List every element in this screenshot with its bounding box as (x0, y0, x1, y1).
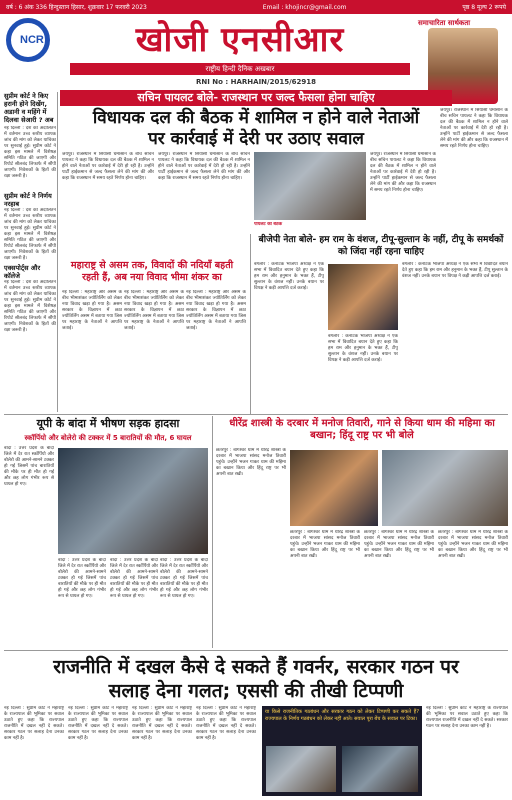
logo-text: NCR (20, 34, 44, 46)
bottom-body-5: नई दिल्ली : सुप्रीम कोर्ट ने महाराष्ट्र के राज्यपाल की भूमिका पर सवाल उठाते हुए कहा कि राज्यपाल राजनीति में दखल नहीं दे सकते। सरकार गठन पर सलाह देना उनका काम नहीं है। (426, 706, 508, 729)
dhirendra-body-4: छतरपुर : बागेश्वर धाम में धीरेंद्र शास्त्री के दरबार में भाजपा सांसद मनोज तिवारी पहुंचे। उन्होंने भजन गाकर धाम की महिमा का बखान किया और हिंदू राष्ट्र पर भी अपनी बात रखी। (438, 530, 508, 559)
divider (4, 414, 508, 415)
maharashtra-body: नई दिल्ली : महाराष्ट्र और असम के बीच भीमाशंकर ज्योतिर्लिंग को लेकर नया विवाद खड़ा हो गया है। असम सरकार के विज्ञापन में छठा ज्योतिर्लिंग असम में बताया गया जिस पर महाराष्ट्र के नेताओं ने आपत्ति जताई। (62, 290, 122, 331)
divider (250, 234, 251, 414)
sidebar-sub1: सुप्रीम कोर्ट ने निर्णय नरहाब (4, 192, 52, 208)
up-body-4: बांदा : उत्तर प्रदेश के बांदा जिले में देर रात स्कॉर्पियो और बोलेरो की आमने-सामने टक्कर हो गई जिसमें पांच बारातियों की मौके पर ही मौत हो गई और छह लोग गंभीर रूप से घायल हो गए। (160, 558, 208, 599)
dhirendra-body-2: छतरपुर : बागेश्वर धाम में धीरेंद्र शास्त्री के दरबार में भाजपा सांसद मनोज तिवारी पहुंचे। उन्होंने भजन गाकर धाम की महिमा का बखान किया और हिंदू राष्ट्र पर भी अपनी बात रखी। (290, 530, 360, 559)
governor-photo (266, 746, 336, 792)
main-headline (60, 108, 452, 150)
bottom-body-3: नई दिल्ली : सुप्रीम कोर्ट ने महाराष्ट्र के राज्यपाल की भूमिका पर सवाल उठाते हुए कहा कि राज्यपाल राजनीति में दखल नहीं दे सकते। सरकार गठन पर सलाह देना उनका काम नहीं है। (132, 706, 192, 741)
up-body: बांदा : उत्तर प्रदेश के बांदा जिले में देर रात स्कॉर्पियो और बोलेरो की आमने-सामने टक्कर हो गई जिसमें पांच बारातियों की मौके पर ही मौत हो गई और छह लोग गंभीर रूप से घायल हो गए। (4, 446, 54, 487)
dhirendra-body-3: छतरपुर : बागेश्वर धाम में धीरेंद्र शास्त्री के दरबार में भाजपा सांसद मनोज तिवारी पहुंचे। उन्होंने भजन गाकर धाम की महिमा का बखान किया और हिंदू राष्ट्र पर भी अपनी बात रखी। (364, 530, 434, 559)
bottom-headline (4, 655, 508, 703)
masthead-tagline: राष्ट्रीय हिन्दी दैनिक अखबार (70, 63, 410, 75)
up-subheadline: स्कॉर्पियो और बोलेरो की टक्कर में 5 बारातियों की मौत, 6 घायल (24, 434, 192, 442)
main-story-body-3: जयपुर। राजस्थान में सियासी घमासान के बीच सचिन पायलट ने कहा कि विधायक दल की बैठक में शामिल न होने वाले नेताओं पर कार्रवाई में देरी हो रही है। उन्होंने पार्टी हाईकमान से जल्द फैसला लेने की मांग की और कहा कि राजस्थान में समय रहते निर्णय होना चाहिए। (370, 152, 436, 193)
supreme-court-photo (342, 746, 418, 792)
photo-caption: पायलट की बैठक (254, 222, 283, 227)
maharashtra-headline: महाराष्ट्र से असम तक, विवादों की नदियाँ बहती रहती हैं, अब नया विवाद भीमा शंकर का (70, 260, 234, 283)
maharashtra-body-3: नई दिल्ली : महाराष्ट्र और असम के बीच भीमाशंकर ज्योतिर्लिंग को लेकर नया विवाद खड़ा हो गया है। असम सरकार के विज्ञापन में छठा ज्योतिर्लिंग असम में बताया गया जिस पर महाराष्ट्र के नेताओं ने आपत्ति जताई। (186, 290, 246, 331)
up-body-2: बांदा : उत्तर प्रदेश के बांदा जिले में देर रात स्कॉर्पियो और बोलेरो की आमने-सामने टक्कर हो गई जिसमें पांच बारातियों की मौके पर ही मौत हो गई और छह लोग गंभीर रूप से घायल हो गए। (58, 558, 106, 599)
sidebar-sub2: एक्सपोर्ट्स और कॉलेजे (4, 264, 41, 280)
bjp-body-2: बंगलौर : कर्नाटक भाजपा अध्यक्ष ने एक सभा में विवादित बयान देते हुए कहा कि हम राम और हनुमान के भक्त हैं, टीपू सुल्तान के वंशज नहीं। उनके बयान पर विपक्ष ने कड़ी आपत्ति दर्ज कराई। (328, 334, 398, 363)
dhirendra-headline: धीरेंद्र शास्त्री के दरबार में मनोज तिवारी, गाने से किया धाम की महिमा का बखान; हिंदू राष्ट्र पर भी बोले (229, 418, 495, 441)
bjp-body-3: बंगलौर : कर्नाटक भाजपा अध्यक्ष ने एक सभा में विवादित बयान देते हुए कहा कि हम राम और हनुमान के भक्त हैं, टीपू सुल्तान के वंशज नहीं। उनके बयान पर विपक्ष ने कड़ी आपत्ति दर्ज कराई। (402, 262, 508, 279)
right-col-body: जयपुर। राजस्थान में सियासी घमासान के बीच सचिन पायलट ने कहा कि विधायक दल की बैठक में शामिल न होने वाले नेताओं पर कार्रवाई में देरी हो रही है। उन्होंने पार्टी हाईकमान से जल्द फैसला लेने की मांग की और कहा कि राजस्थान में समय रहते निर्णय होना चाहिए। (440, 108, 508, 149)
bottom-headline-line2: सलाह देना गलत; एससी की तीखी टिप्पणी (108, 680, 404, 702)
divider (212, 416, 213, 648)
main-headline-line2: पर कार्रवाई में देरी पर उठाए सवाल (148, 129, 364, 149)
maharashtra-body-2: नई दिल्ली : महाराष्ट्र और असम के बीच भीमाशंकर ज्योतिर्लिंग को लेकर नया विवाद खड़ा हो गया है। असम सरकार के विज्ञापन में छठा ज्योतिर्लिंग असम में बताया गया जिस पर महाराष्ट्र के नेताओं ने आपत्ति जताई। (124, 290, 184, 331)
divider (57, 92, 58, 412)
bottom-body-2: नई दिल्ली : सुप्रीम कोर्ट ने महाराष्ट्र के राज्यपाल की भूमिका पर सवाल उठाते हुए कहा कि राज्यपाल राजनीति में दखल नहीं दे सकते। सरकार गठन पर सलाह देना उनका काम नहीं है। (68, 706, 128, 741)
bjp-leader-photo (328, 264, 398, 330)
darbar-photo (382, 450, 508, 526)
bottom-headline-line1: राजनीति में दखल कैसे दे सकते हैं गवर्नर, सरकार गठन पर (53, 656, 459, 678)
main-story-body-2: जयपुर। राजस्थान में सियासी घमासान के बीच सचिन पायलट ने कहा कि विधायक दल की बैठक में शामिल न होने वाले नेताओं पर कार्रवाई में देरी हो रही है। उन्होंने पार्टी हाईकमान से जल्द फैसला लेने की मांग की और कहा कि राजस्थान में समय रहते निर्णय होना चाहिए। (158, 152, 250, 181)
bottom-body: नई दिल्ली : सुप्रीम कोर्ट ने महाराष्ट्र के राज्यपाल की भूमिका पर सवाल उठाते हुए कहा कि राज्यपाल राजनीति में दखल नहीं दे सकते। सरकार गठन पर सलाह देना उनका काम नहीं है। (4, 706, 64, 741)
rni-number: RNI No : HARHAIN/2015/62918 (196, 78, 316, 86)
top-banner: सचिन पायलट बोले- राजस्थान पर जल्द फैसला होना चाहिए (60, 90, 452, 106)
sidebar-title: सुप्रीम कोर्ट ने किए हरानी होने दिखेंग, अडानी व महिंगे में दिलवा सेआरी ? अब (4, 92, 54, 124)
up-body-3: बांदा : उत्तर प्रदेश के बांदा जिले में देर रात स्कॉर्पियो और बोलेरो की आमने-सामने टक्कर हो गई जिसमें पांच बारातियों की मौके पर ही मौत हो गई और छह लोग गंभीर रूप से घायल हो गए। (110, 558, 158, 599)
sidebar-body-2: नई दिल्ली : देश की अदालितन में वर्तमान उच्च स्तरीय व्यापक जांच की मांग को लेकर याचिका पर सुनवाई हुई। सुप्रीम कोर्ट ने कहा इस मामले में विशेषज्ञ समिति गठित की जाएगी और रिपोर्ट सीलबंद लिफाफे में सौंपी जाएगी। निवेशकों के हितों की रक्षा जरूरी है। (4, 208, 56, 260)
divider (4, 650, 508, 651)
bjp-headline: बीजेपी नेता बोले- हम राम के वंशज, टीपू-सुल्तान के नहीं, टीपू के समर्थकों को जिंदा नहीं रहना चाहिए (258, 235, 504, 257)
email-info: Email : khojincr@gmail.com (262, 3, 347, 11)
bottom-body-4: नई दिल्ली : सुप्रीम कोर्ट ने महाराष्ट्र के राज्यपाल की भूमिका पर सवाल उठाते हुए कहा कि राज्यपाल राजनीति में दखल नहीं दे सकते। सरकार गठन पर सलाह देना उनका काम नहीं है। (196, 706, 256, 741)
issue-info: वर्ष : 6 अंक 336 हिन्दुस्तान हिसार, शुक्रवार 17 फरवरी 2023 (6, 4, 147, 11)
issue-strip (0, 0, 512, 14)
page-info: पृष्ठ 8 मूल्य 2 रूपये (462, 4, 506, 11)
bottom-quote: या किसे राजनीतिक गठबंधन और सरकार गठन को लेकर टिप्पणी कर सकते हैं? राज्यपाल के निर्णय गठबंधन को लेकर नहीं आते। सवाल पूरा बेंच के सवाल पर टिका। (265, 709, 419, 722)
up-headline: यूपी के बांदा में भीषण सड़क हादसा (36, 417, 180, 430)
bjp-body: बंगलौर : कर्नाटक भाजपा अध्यक्ष ने एक सभा में विवादित बयान देते हुए कहा कि हम राम और हनुमान के भक्त हैं, टीपू सुल्तान के वंशज नहीं। उनके बयान पर विपक्ष ने कड़ी आपत्ति दर्ज कराई। (254, 262, 324, 291)
sidebar-story (4, 92, 56, 430)
sidebar-body: नई दिल्ली : देश की अदालितन में वर्तमान उच्च स्तरीय व्यापक जांच की मांग को लेकर याचिका पर सुनवाई हुई। सुप्रीम कोर्ट ने कहा इस मामले में विशेषज्ञ समिति गठित की जाएगी और रिपोर्ट सीलबंद लिफाफे में सौंपी जाएगी। निवेशकों के हितों की रक्षा जरूरी है। (4, 126, 56, 179)
masthead-title: खोजी एनसीआर (135, 20, 345, 60)
manoj-tiwari-photo (290, 450, 378, 526)
pilot-gehlot-photo (254, 152, 366, 220)
accident-photo (58, 448, 208, 554)
sidebar-body-3: नई दिल्ली : देश की अदालितन में वर्तमान उच्च स्तरीय व्यापक जांच की मांग को लेकर याचिका पर सुनवाई हुई। सुप्रीम कोर्ट ने कहा इस मामले में विशेषज्ञ समिति गठित की जाएगी और रिपोर्ट सीलबंद लिफाफे में सौंपी जाएगी। निवेशकों के हितों की रक्षा जरूरी है। (4, 280, 56, 333)
main-story-body: जयपुर। राजस्थान में सियासी घमासान के बीच सचिन पायलट ने कहा कि विधायक दल की बैठक में शामिल न होने वाले नेताओं पर कार्रवाई में देरी हो रही है। उन्होंने पार्टी हाईकमान से जल्द फैसला लेने की मांग की और कहा कि राजस्थान में समय रहते निर्णय होना चाहिए। (62, 152, 154, 181)
supreme-court-box (262, 706, 422, 796)
editor-label: समाचारिता सार्थकता (418, 19, 471, 27)
dhirendra-body: छतरपुर : बागेश्वर धाम में धीरेंद्र शास्त्री के दरबार में भाजपा सांसद मनोज तिवारी पहुंचे। उन्होंने भजन गाकर धाम की महिमा का बखान किया और हिंदू राष्ट्र पर भी अपनी बात रखी। (216, 448, 286, 477)
main-headline-line1: विधायक दल की बैठक में शामिल न होने वाले नेताओं (92, 108, 420, 128)
